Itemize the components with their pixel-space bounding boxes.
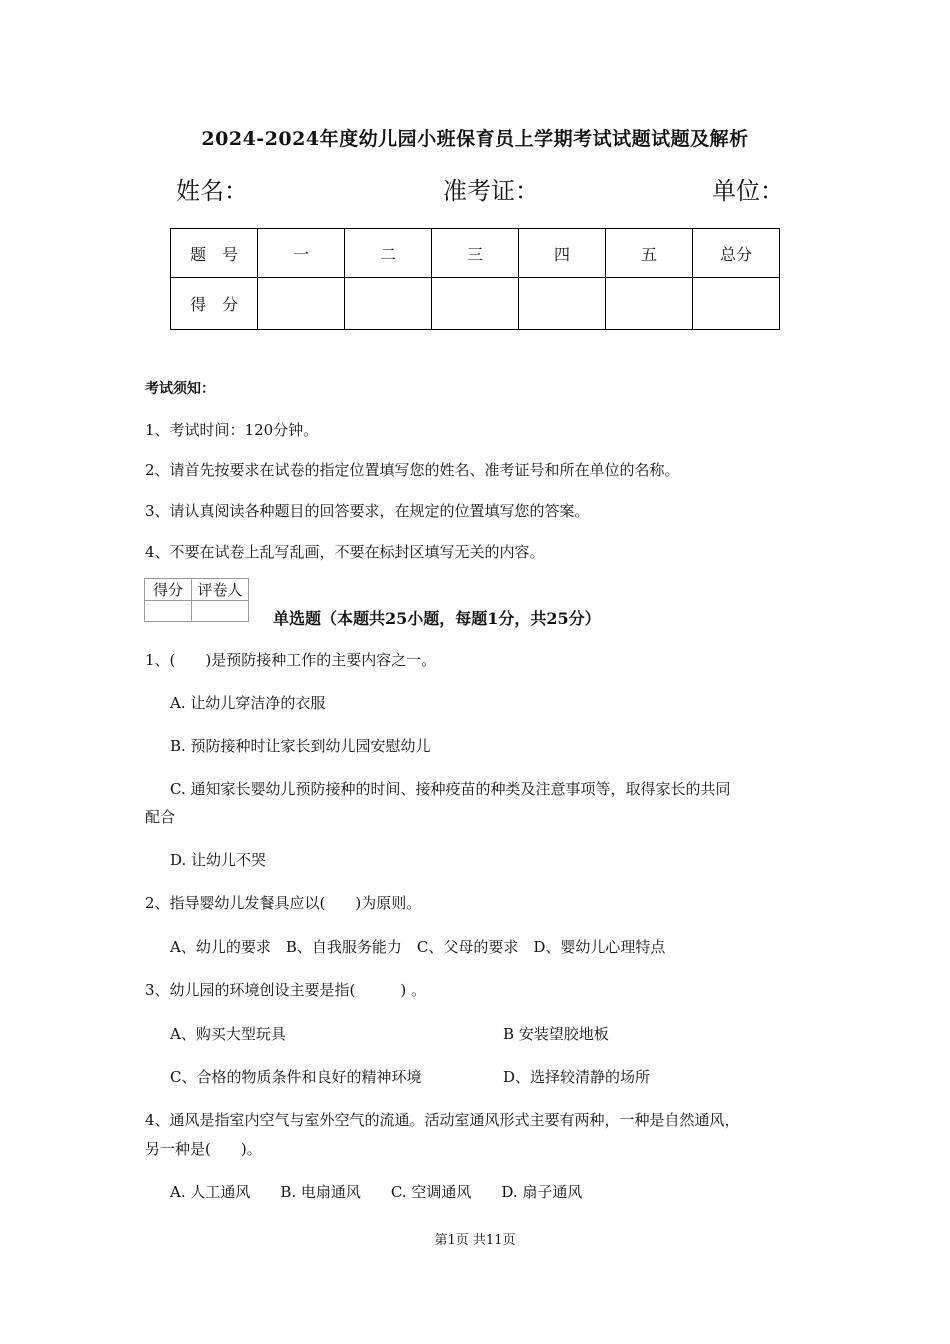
score-table-cell: 得 分: [171, 278, 258, 330]
score-table-cell: 一: [258, 229, 345, 278]
grader-score-cell[interactable]: [145, 601, 192, 622]
answer-option: D. 让幼儿不哭: [170, 851, 267, 869]
answer-option: B 安装望胶地板: [503, 1025, 609, 1043]
grader-reviewer-cell[interactable]: [192, 601, 249, 622]
score-table-cell: 三: [432, 229, 519, 278]
answer-options-line: A. 人工通风 B. 电扇通风 C. 空调通风 D. 扇子通风: [170, 1183, 583, 1201]
grader-reviewer-label: 评卷人: [192, 579, 249, 601]
score-table-header-row: [171, 229, 780, 278]
notice-item: 1、考试时间：120分钟。: [145, 421, 319, 439]
answer-option: A. 让幼儿穿洁净的衣服: [170, 694, 326, 712]
notice-item: 4、不要在试卷上乱写乱画，不要在标封区填写无关的内容。: [145, 543, 545, 561]
score-table-cell: 五: [606, 229, 693, 278]
question-stem: 3、幼儿园的环境创设主要是指( ) 。: [145, 981, 427, 999]
score-table-cell: 二: [345, 229, 432, 278]
section-title: 单选题（本题共25小题，每题1分，共25分）: [273, 609, 601, 628]
score-table-cell: 总分: [692, 229, 779, 278]
score-input-cell[interactable]: [432, 278, 519, 330]
unit-field-label: 单位：: [712, 177, 784, 205]
answer-option: D、选择较清静的场所: [503, 1068, 651, 1086]
answer-option-continuation: 配合: [145, 808, 176, 826]
score-table-cell: 四: [519, 229, 606, 278]
score-input-cell[interactable]: [519, 278, 606, 330]
answer-option: C、合格的物质条件和良好的精神环境: [170, 1068, 422, 1086]
answer-option: B. 预防接种时让家长到幼儿园安慰幼儿: [170, 737, 431, 755]
exam-id-field-label: 准考证：: [443, 177, 539, 205]
answer-option: C. 通知家长婴幼儿预防接种的时间、接种疫苗的种类及注意事项等，取得家长的共同: [170, 780, 731, 798]
notice-item: 2、请首先按要求在试卷的指定位置填写您的姓名、准考证号和所在单位的名称。: [145, 461, 680, 479]
question-stem: 2、指导婴幼儿发餐具应以( )为原则。: [145, 894, 422, 912]
score-table-score-row: [171, 278, 780, 330]
score-table-cell: 题 号: [171, 229, 258, 278]
page-footer: 第1页 共11页: [434, 1233, 516, 1248]
question-stem-continuation: 另一种是( )。: [145, 1140, 262, 1158]
notice-item: 3、请认真阅读各种题目的回答要求，在规定的位置填写您的答案。: [145, 502, 590, 520]
question-stem: 1、( )是预防接种工作的主要内容之一。: [145, 651, 437, 669]
score-table: [170, 228, 780, 330]
document-title: 2024-2024年度幼儿园小班保育员上学期考试试题试题及解析: [201, 128, 749, 150]
grader-score-label: 得分: [145, 579, 192, 601]
score-input-cell[interactable]: [258, 278, 345, 330]
question-stem: 4、通风是指室内空气与室外空气的流通。活动室通风形式主要有两种，一种是自然通风，: [145, 1111, 740, 1129]
name-field-label: 姓名：: [176, 177, 248, 205]
score-input-cell[interactable]: [692, 278, 779, 330]
answer-options-line: A、幼儿的要求 B、自我服务能力 C、父母的要求 D、婴幼儿心理特点: [170, 938, 666, 956]
notice-heading: 考试须知：: [145, 381, 215, 397]
score-input-cell[interactable]: [345, 278, 432, 330]
answer-option: A、购买大型玩具: [170, 1025, 286, 1043]
grader-box: [144, 578, 249, 622]
score-input-cell[interactable]: [606, 278, 693, 330]
